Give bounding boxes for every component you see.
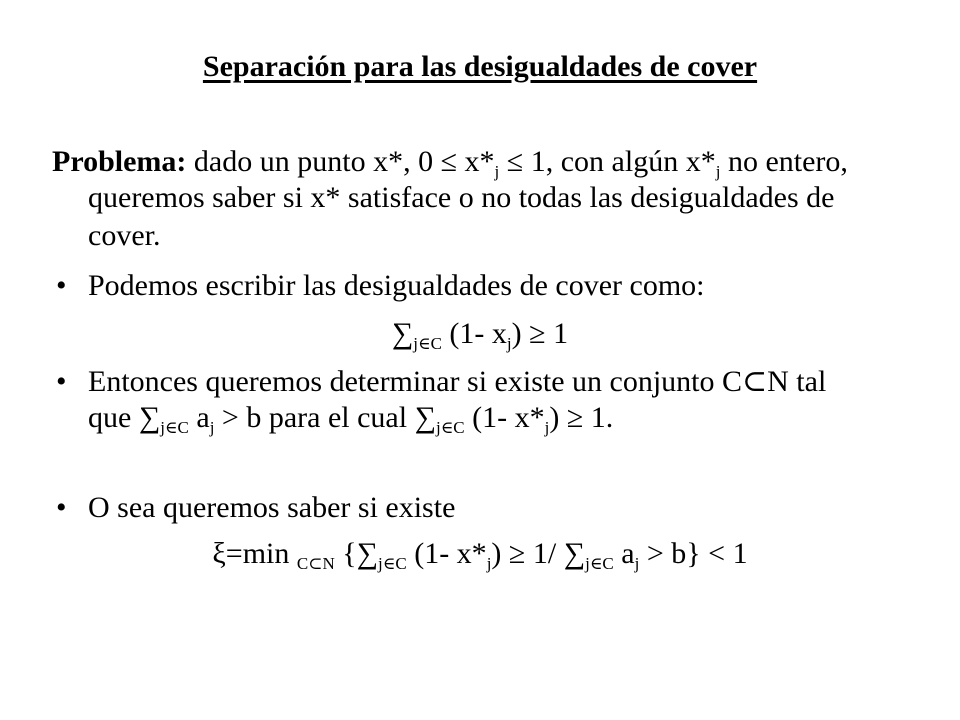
formula-text: a xyxy=(613,537,635,570)
bullet-marker: • xyxy=(56,269,67,302)
subscript: j xyxy=(209,418,215,437)
formula-2 xyxy=(0,536,960,572)
problem-label: Problema: xyxy=(52,145,187,178)
bullet-text: ) ≥ 1. xyxy=(549,401,614,434)
slide-title: Separación para las desigualdades de cover xyxy=(202,50,758,83)
problem-text: ≤ 1, con algún x* xyxy=(499,145,716,178)
formula-text: ) ≥ 1 xyxy=(511,317,569,350)
bullet-marker: • xyxy=(56,491,67,524)
bullet-marker: • xyxy=(56,365,67,398)
bullet-text: que ∑ xyxy=(88,401,161,434)
subscript: j∈C xyxy=(413,334,442,353)
subscript: j xyxy=(544,418,550,437)
subscript: j xyxy=(634,554,640,573)
subscript: j∈C xyxy=(378,554,407,573)
problem-text: no entero, xyxy=(720,145,848,178)
subscript: j xyxy=(715,162,721,181)
subscript: j xyxy=(506,334,512,353)
subscript: j∈C xyxy=(160,418,189,437)
bullet-3-text: O sea queremos saber si existe xyxy=(88,491,456,524)
bullet-text: (1- x* xyxy=(464,401,545,434)
subscript: C⊂N xyxy=(296,554,335,573)
formula-text: > b} < 1 xyxy=(639,537,748,570)
formula-text: (1- x* xyxy=(406,537,487,570)
bullet-text: a xyxy=(188,401,210,434)
bullet-text: > b para el cual ∑ xyxy=(214,401,436,434)
bullet-2-line-1: Entonces queremos determinar si existe un conjunto C⊂N tal xyxy=(88,365,827,398)
problem-text: dado un punto x*, 0 ≤ x* xyxy=(186,145,495,178)
subscript: j∈C xyxy=(585,554,614,573)
formula-1 xyxy=(0,316,960,352)
formula-text: ) ≥ 1/ ∑ xyxy=(491,537,586,570)
formula-text: {∑ xyxy=(334,537,379,570)
bullet-1-text: Podemos escribir las desigualdades de cover como: xyxy=(88,269,705,302)
formula-text: (1- x xyxy=(441,317,507,350)
problem-line-1 xyxy=(52,144,848,180)
subscript: j xyxy=(494,162,500,181)
formula-text: ξ=min xyxy=(212,537,297,570)
sum-symbol: ∑ xyxy=(391,317,414,350)
bullet-2-line-2 xyxy=(88,400,613,436)
problem-line-2: queremos saber si x* satisface o no todas las desigualdades de xyxy=(88,181,835,214)
problem-line-3: cover. xyxy=(88,219,161,252)
subscript: j∈C xyxy=(435,418,465,437)
subscript: j xyxy=(486,554,492,573)
